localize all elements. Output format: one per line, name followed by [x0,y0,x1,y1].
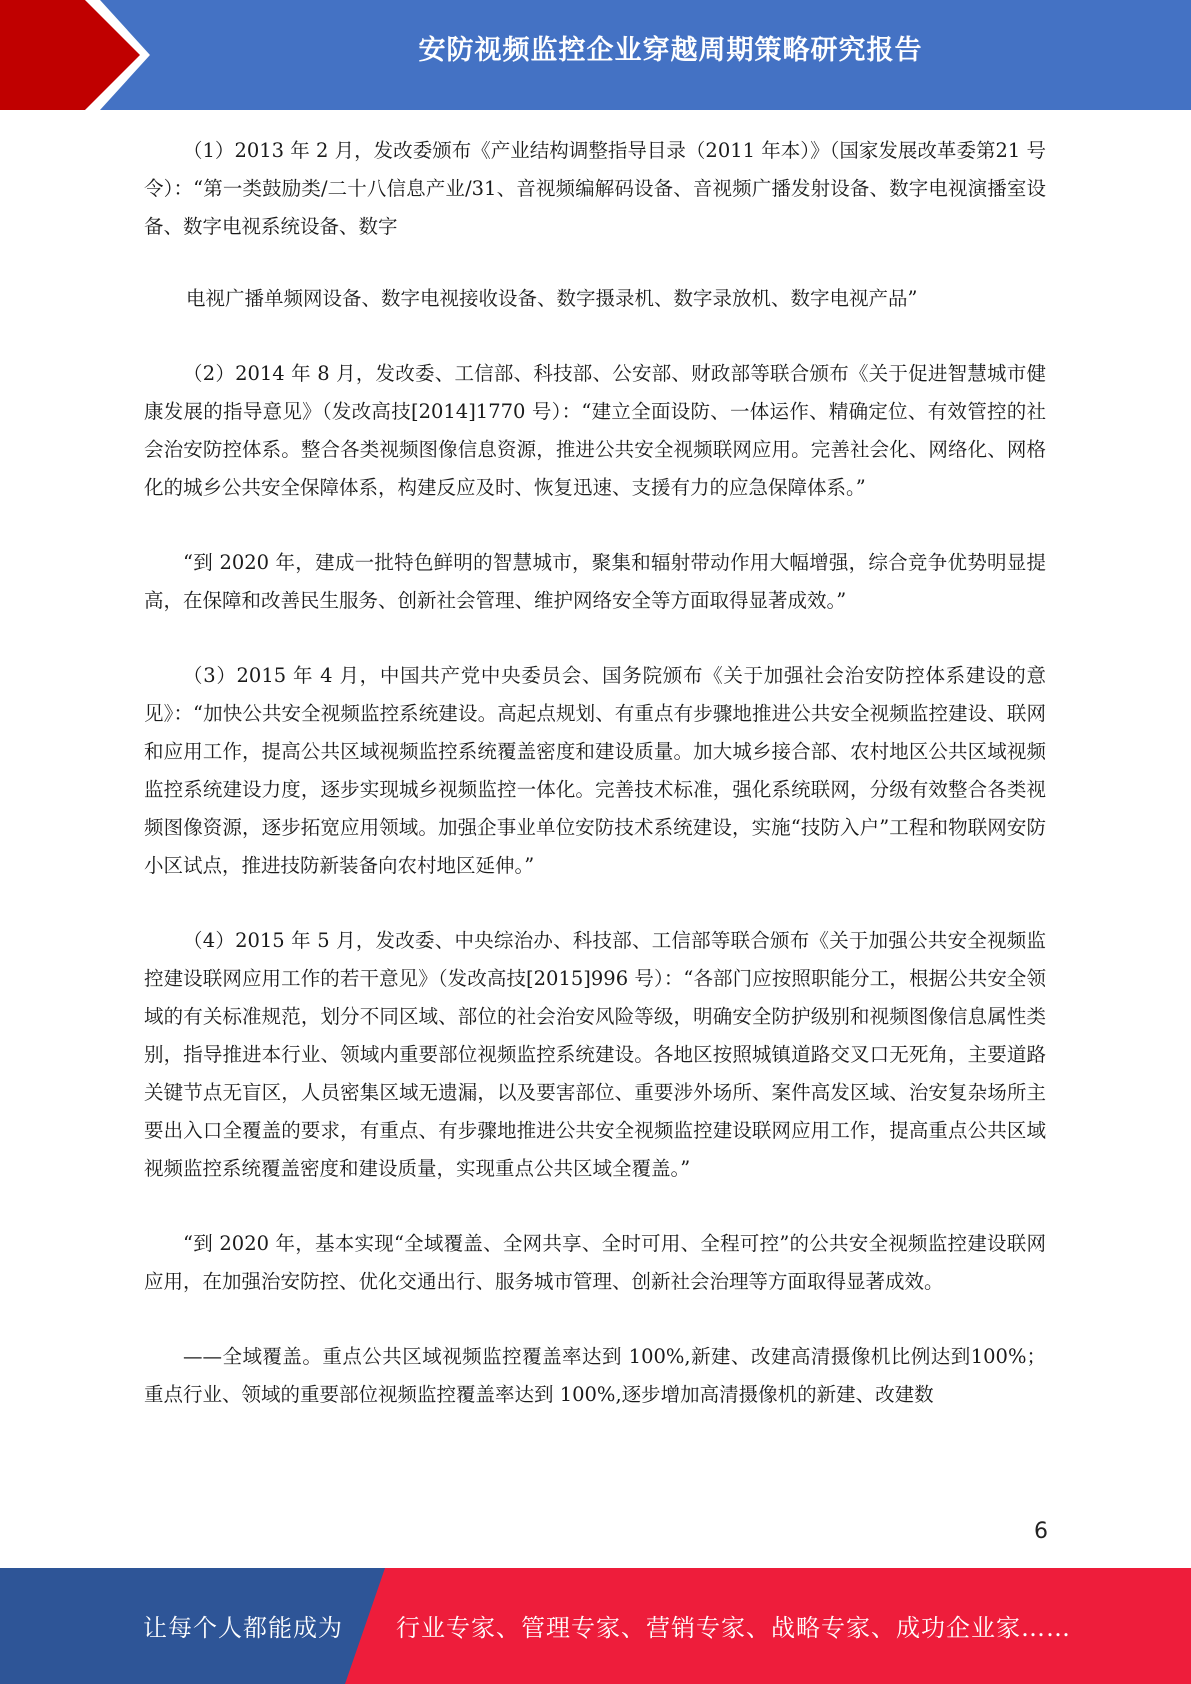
page-number: 6 [1034,1519,1048,1544]
page-footer [0,1568,1191,1684]
paragraph-3: “到 2020 年，建成一批特色鲜明的智慧城市，聚集和辐射带动作用大幅增强，综合竞争优势明显提高，在保障和改善民生服务、创新社会管理、维护网络安全等方面取得显著成效。” [144,551,1046,612]
paragraph-6: “到 2020 年，基本实现“全域覆盖、全网共享、全时可用、全程可控”的公共安全视频监控建设联网应用，在加强治安防控、优化交通出行、服务城市管理、创新社会治理等方面取得显著成效。 [144,1232,1046,1293]
report-title: 安防视频监控企业穿越周期策略研究报告 [418,35,923,66]
paragraph-1-continued: 电视广播单频网设备、数字电视接收设备、数字摄录机、数字录放机、数字电视产品” [186,287,918,310]
footer-slogan-left: 让每个人都能成为 [143,1614,343,1642]
paragraph-5: （4）2015 年 5 月，发改委、中央综治办、科技部、工信部等联合颁布《关于加强公共安全视频监控建设联网应用工作的若干意见》（发改高技[2015]996 号）：“各部门应按照职能分工，根据公共安全领域的有关标准规范，划分不同区域、部位的社会治安风险等级，明确安全防护级别和视频图像信息属性类别，指导推进本行业、领域内重要部位视频监控系统建设。各地区按照城镇道路交叉口无死角，主要道路关键节点无盲区，人员密集区域无遗漏，以及要害部位、重要涉外场所、案件高发区域、治安复杂场所主要出入口全覆盖的要求，有重点、有步骤地推进公共安全视频监控建设联网应用工作，提高重点公共区域视频监控系统覆盖密度和建设质量，实现重点公共区域全覆盖。” [144,929,1046,1180]
paragraph-4: （3）2015 年 4 月，中国共产党中央委员会、国务院颁布《关于加强社会治安防控体系建设的意见》：“加快公共安全视频监控系统建设。高起点规划、有重点有步骤地推进公共安全视频监控建设、联网和应用工作，提高公共区域视频监控系统覆盖密度和建设质量。加大城乡接合部、农村地区公共区域视频监控系统建设力度，逐步实现城乡视频监控一体化。完善技术标准，强化系统联网，分级有效整合各类视频图像资源，逐步拓宽应用领域。加强企事业单位安防技术系统建设，实施“技防入户”工程和物联网安防小区试点，推进技防新装备向农村地区延伸。” [144,664,1046,877]
paragraph-7: ——全域覆盖。重点公共区域视频监控覆盖率达到 100%,新建、改建高清摄像机比例达到100%；重点行业、领域的重要部位视频监控覆盖率达到 100%,逐步增加高清摄像机的新建、改建数 [144,1345,1046,1406]
paragraph-2: （2）2014 年 8 月，发改委、工信部、科技部、公安部、财政部等联合颁布《关于促进智慧城市健康发展的指导意见》（发改高技[2014]1770 号）：“建立全面设防、一体运作、精确定位、有效管控的社会治安防控体系。整合各类视频图像信息资源，推进公共安全视频联网应用。完善社会化、网络化、网格化的城乡公共安全保障体系，构建反应及时、恢复迅速、支援有力的应急保障体系。” [144,362,1046,499]
footer-slogan-right: 行业专家、管理专家、营销专家、战略专家、成功企业家…… [396,1614,1071,1642]
page-header [0,0,1191,110]
paragraph-1: （1）2013 年 2 月，发改委颁布《产业结构调整指导目录（2011 年本）》（国家发展改革委第21 号令）：“第一类鼓励类/二十八信息产业/31、音视频编解码设备、音视频广播发射设备、数字电视演播室设备、数字电视系统设备、数字 [144,139,1046,238]
document-body [144,132,1046,1451]
